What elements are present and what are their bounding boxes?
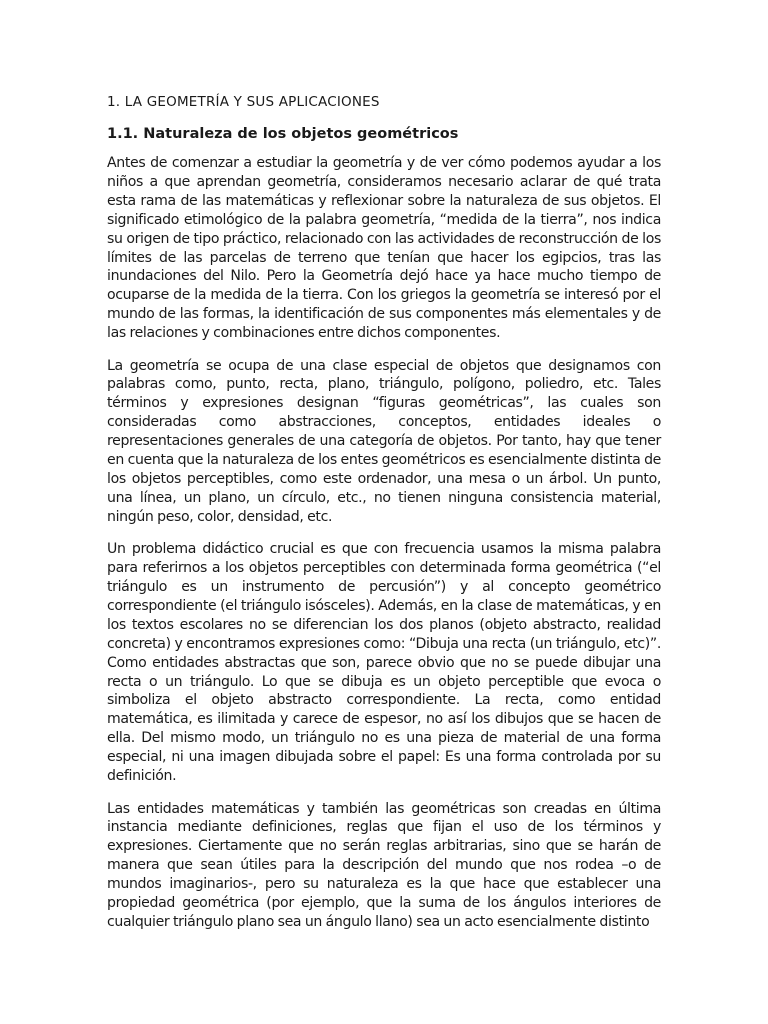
paragraph-3: Un problema didáctico crucial es que con frecuencia usamos la misma palabra para referirnos a los objetos perceptibles con determinada forma geométrica (“el triángulo es un instrumento de percusión”) y al concepto geométrico correspondiente (el triángulo isósceles). Además, en la clase de matemáticas, y en los textos escolares no se diferencian los dos planos (objeto abstracto, realidad concreta) y encontramos expresiones como: “Dibuja una recta (un triángulo, etc)”. Como entidades abstractas que son, parece obvio que no se puede dibujar una recta o un triángulo. Lo que se dibuja es un objeto perceptible que evoca o simboliza el objeto abstracto correspondiente. La recta, como entidad matemática, es ilimitada y carece de espesor, no así los dibujos que se hacen de ella. Del mismo modo, un triángulo no es una pieza de material de una forma especial, ni una imagen dibujada sobre el papel: Es una forma controlada por su definición.	[107, 541, 661, 785]
subsection-heading: 1.1. Naturaleza de los objetos geométricos	[107, 126, 459, 142]
paragraph-2: La geometría se ocupa de una clase especial de objetos que designamos con palabras como, punto, recta, plano, triángulo, polígono, poliedro, etc. Tales términos y expresiones designan “figuras geométricas”, las cuales son consideradas como abstracciones, conceptos, entidades ideales o representaciones generales de una categoría de objetos. Por tanto, hay que tener en cuenta que la naturaleza de los entes geométricos es esencialmente distinta de los objetos perceptibles, como este ordenador, una mesa o un árbol. Un punto, una línea, un plano, un círculo, etc., no tienen ninguna consistencia material, ningún peso, color, densidad, etc.	[107, 357, 661, 525]
paragraph-4: Las entidades matemáticas y también las geométricas son creadas en última instancia mediante definiciones, reglas que fijan el uso de los términos y expresiones. Ciertamente que no serán reglas arbitrarias, sino que se harán de manera que sean útiles para la descripción del mundo que nos rodea –o de mundos imaginarios-, pero su naturaleza es la que hace que establecer una propiedad geométrica (por ejemplo, que la suma de los ángulos interiores de cualquier triángulo plano sea un ángulo llano) sea un acto esencialmente distinto	[107, 800, 661, 930]
paragraph-1: Antes de comenzar a estudiar la geometría y de ver cómo podemos ayudar a los niños a que aprendan geometría, consideramos necesario aclarar de qué trata esta rama de las matemáticas y reflexionar sobre la naturaleza de sus objetos. El significado etimológico de la palabra geometría, “medida de la tierra”, nos indica su origen de tipo práctico, relacionado con las actividades de reconstrucción de los límites de las parcelas de terreno que tenían que hacer los egipcios, tras las inundaciones del Nilo. Pero la Geometría dejó hace ya hace mucho tiempo de ocuparse de la medida de la tierra. Con los griegos la geometría se interesó por el mundo de las formas, la identificación de sus componentes más elementales y de las relaciones y combinaciones entre dichos componentes.	[107, 155, 661, 342]
document-page	[107, 90, 661, 945]
section-heading: 1. LA GEOMETRÍA Y SUS APLICACIONES	[107, 94, 380, 110]
